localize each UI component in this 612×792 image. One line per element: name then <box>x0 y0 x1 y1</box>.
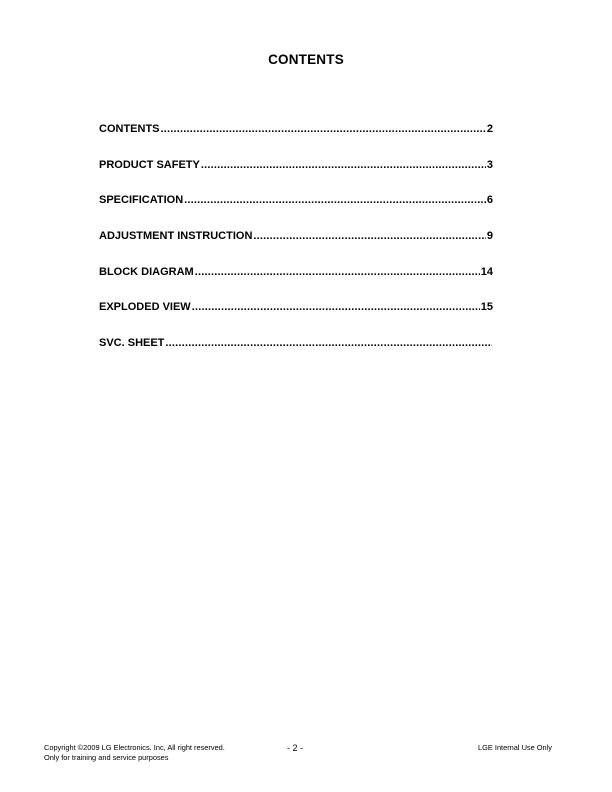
toc-leader-dots <box>184 194 486 206</box>
copyright-text: Copyright ©2009 LG Electronics. Inc, All right reserved. <box>44 743 225 752</box>
toc-entry-product-safety[interactable] <box>99 159 493 195</box>
toc-entry-exploded-view[interactable] <box>99 301 493 337</box>
table-of-contents <box>99 123 493 373</box>
toc-entry-page: 6 <box>486 194 493 207</box>
toc-entry-contents[interactable] <box>99 123 493 159</box>
toc-entry-label: SVC. SHEET <box>99 337 165 350</box>
toc-entry-page: 14 <box>480 265 493 278</box>
toc-entry-specification[interactable] <box>99 194 493 230</box>
toc-leader-dots <box>192 301 480 313</box>
toc-entry-svc-sheet[interactable] <box>99 337 493 373</box>
page-number: - 2 - <box>287 743 304 753</box>
toc-entry-block-diagram[interactable] <box>99 266 493 302</box>
page-title: CONTENTS <box>268 52 344 67</box>
toc-entry-label: EXPLODED VIEW <box>99 301 191 314</box>
toc-entry-label: CONTENTS <box>99 123 160 135</box>
toc-leader-dots <box>201 159 486 171</box>
toc-entry-label: BLOCK DIAGRAM <box>99 265 194 278</box>
toc-leader-dots <box>161 123 486 135</box>
internal-use-text: LGE Internal Use Only <box>478 743 552 752</box>
toc-entry-adjustment-instruction[interactable] <box>99 230 493 266</box>
toc-entry-label: PRODUCT SAFETY <box>99 158 200 171</box>
toc-entry-page: 3 <box>486 158 493 171</box>
purpose-text: Only for training and service purposes <box>44 753 169 762</box>
toc-entry-page: 9 <box>486 230 493 243</box>
toc-entry-label: ADJUSTMENT INSTRUCTION <box>99 230 253 243</box>
toc-entry-label: SPECIFICATION <box>99 194 184 207</box>
toc-leader-dots <box>165 337 492 349</box>
toc-entry-page: 2 <box>486 123 493 135</box>
toc-entry-page: 15 <box>480 301 493 314</box>
toc-leader-dots <box>253 230 485 242</box>
toc-leader-dots <box>195 266 480 278</box>
footer-left <box>44 743 225 763</box>
